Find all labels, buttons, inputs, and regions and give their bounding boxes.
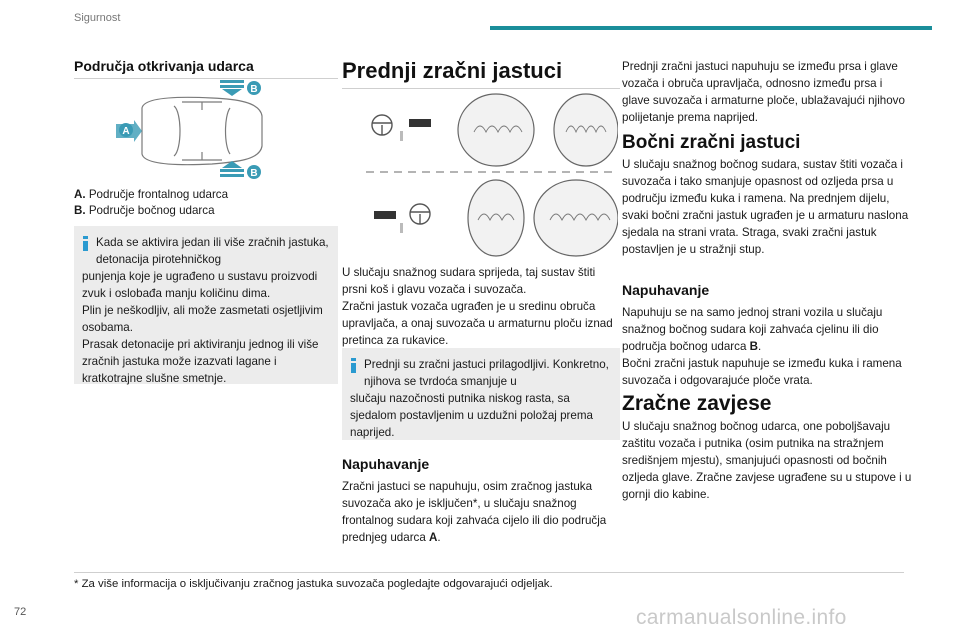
title-rule (342, 88, 620, 89)
front-airbags-continued: Prednji zračni jastuci napuhuju se između prsa i glave vozača i obruča upravljača, odnosno između prsa i glave suvozača i armaturne ploče, ublažavajući njihovo polijetanje prema naprijed. (622, 60, 905, 124)
info-note-detonation: Kada se aktivira jedan ili više zračnih jastuka, detonacija pirotehničkog punjenja koje je ugrađeno u sustavu proizvodi zvuk i oslobađa manju količinu dima. Plin je neškodljiv, ali može zasmetati osjetljivim osobama. Prasak detonacije pri aktiviranju jednog ili više zračnih jastuka može izazvati lagane i kratkotrajne slušne smetnje. (74, 226, 338, 384)
svg-text:B: B (250, 168, 258, 179)
car-top-view (142, 97, 262, 164)
dashboard-airbag-icon (409, 119, 431, 127)
side-impact-arrows-top (220, 80, 244, 96)
legend-b: B. Područje bočnog udarca (74, 204, 215, 217)
front-airbags-title: Prednji zračni jastuci (342, 58, 563, 83)
svg-text:B: B (250, 84, 258, 95)
front-airbags-text: U slučaju snažnog sudara sprijeda, taj sustav štiti prsni koš i glavu vozača i suvozača. Zračni jastuk vozača ugrađen je u sredinu obruča upravljača, a onaj suvozača u armaturnu ploču iznad pretinca za rukavice. (342, 266, 613, 347)
steering-wheel-icon-right (410, 204, 430, 224)
impact-zones-title: Područja otkrivanja udarca (74, 58, 254, 74)
front-airbags-figure (366, 92, 618, 258)
airbag-figure (458, 94, 618, 256)
header-accent-bar (490, 26, 932, 30)
info-note-adaptive: Prednji su zračni jastuci prilagodljivi. Konkretno, njihova se tvrdoća smanjuje u slučaju nazočnosti putnika niskog rasta, sa sjedalom postavljenim u uzdužni položaj prema naprijed. (342, 348, 620, 440)
side-inflation-subtitle: Napuhavanje (622, 282, 710, 298)
zone-badge-a (119, 123, 133, 137)
inflation-subtitle: Napuhavanje (342, 456, 430, 472)
legend-a: A. Područje frontalnog udarca (74, 188, 229, 201)
curtain-airbags-text: U slučaju snažnog bočnog udarca, one poboljšavaju zaštitu vozača i putnika (osim putnika na stražnjem središnjem mjestu), smanjujući opasnosti od bočnih ozljeda glave. Zračne zavjese ugrađene su u stupove i u gornji dio kabine. (622, 420, 912, 501)
footnote-rule (74, 572, 904, 573)
svg-text:A: A (122, 126, 130, 137)
watermark: carmanualsonline.info (636, 606, 847, 629)
page-number: 72 (14, 606, 27, 618)
side-inflation-text: Napuhuju se na samo jednoj strani vozila u slučaju snažnog bočnog sudara koji zahvaća cjelinu ili dio područja bočnog udarca B. Bočni zračni jastuk napuhuje se između kuka i ramena suvozača i odgovarajuće ploče vrata. (622, 306, 902, 387)
side-airbags-text: U slučaju snažnog bočnog sudara, sustav štiti vozača i suvozača i tako smanjuje opasnost od ozljeda prsa u području između kuka i ramena. Na prednjem dijelu, svaki bočni zračni jastuk ugrađen je u armaturu naslona sjedala na strani vrata. Straga, svaki zračni jastuk postavljen je u stražnji stup. (622, 158, 909, 256)
zone-badge-b-bottom (247, 165, 261, 179)
inflation-text: Zračni jastuci se napuhuju, osim zračnog jastuka suvozača ako je isključen*, u slučaju snažnog frontalnog sudara koji zahvaća cijelo ili dio područja prednjeg udarca A. (342, 480, 607, 544)
zone-badge-b-top (247, 81, 261, 95)
curtain-airbags-title: Zračne zavjese (622, 392, 772, 415)
running-header: Sigurnost (74, 12, 121, 24)
footnote: * Za više informacija o isključivanju zračnog jastuka suvozača pogledajte odgovarajući odjeljak. (74, 578, 553, 590)
dashboard-airbag-icon (374, 211, 396, 219)
side-airbags-title: Bočni zračni jastuci (622, 132, 801, 153)
steering-wheel-icon-left (372, 115, 392, 135)
impact-zones-figure (112, 76, 272, 184)
